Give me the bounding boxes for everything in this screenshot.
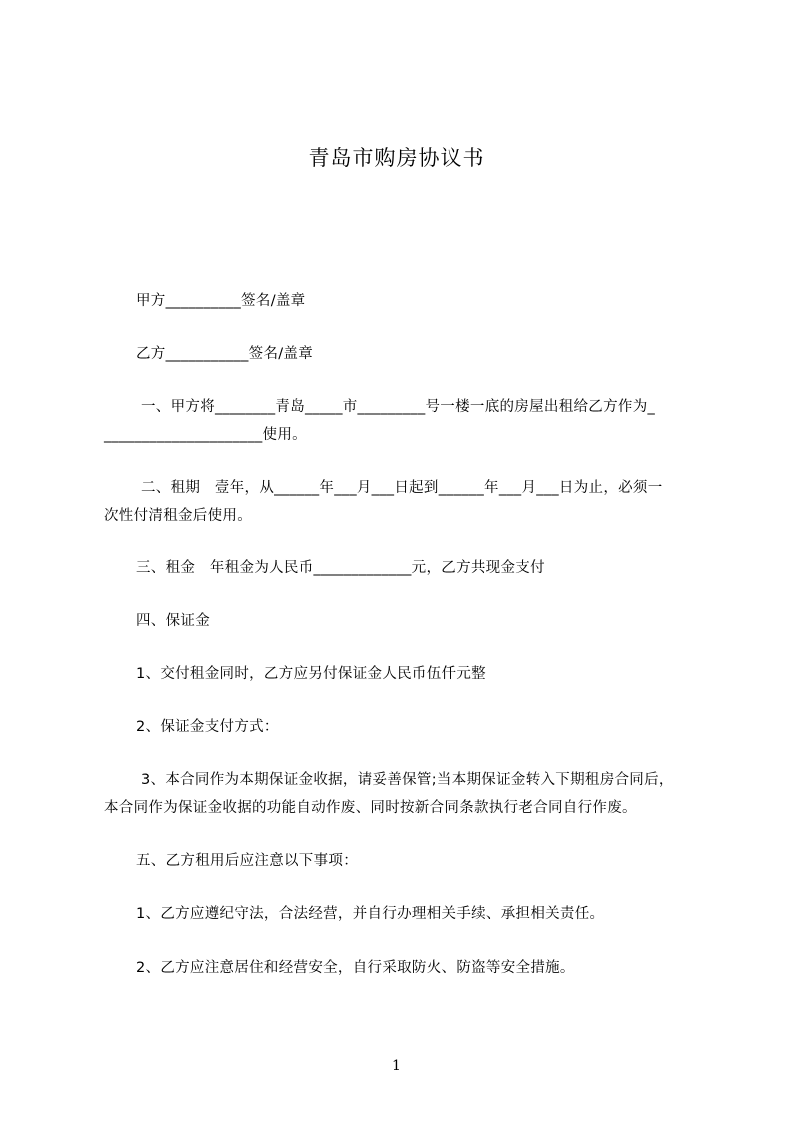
clause-4-item-2: 2、保证金支付方式： [136, 719, 279, 735]
clause-1-line-1: 一、甲方将________青岛_____市_________号一楼一底的房屋出租给乙方作为_ [141, 399, 656, 415]
clause-5-heading: 五、乙方租用后应注意以下事项： [136, 853, 358, 869]
clause-4-heading: 四、保证金 [136, 613, 210, 629]
clause-4-item-3-line-1: 3、本合同作为本期保证金收据，请妥善保管;当本期保证金转入下期租房合同后， [141, 772, 674, 788]
clause-4-item-1: 1、交付租金同时，乙方应另付保证金人民币伍仟元整 [136, 666, 486, 682]
document-title: 青岛市购房协议书 [308, 146, 485, 170]
clause-3: 三、租金 年租金为人民币_____________元，乙方共现金支付 [136, 560, 545, 576]
clause-4-item-3-line-2: 本合同作为保证金收据的功能自动作废、同时按新合同条款执行老合同自行作废。 [104, 800, 637, 816]
clause-1-line-2: _____________________使用。 [104, 427, 307, 443]
party-a-signature-line: 甲方__________签名/盖章 [136, 293, 306, 309]
clause-2-line-1: 二、租期 壹年，从______年___月___日起到______年___月___日为止，必须一 [141, 480, 663, 496]
clause-5-item-2: 2、乙方应注意居住和经营安全，自行采取防火、防盗等安全措施。 [136, 960, 575, 976]
party-b-signature-line: 乙方___________签名/盖章 [136, 346, 314, 362]
clause-2-line-2: 次性付清租金后使用。 [104, 508, 252, 524]
page-number: 1 [392, 1058, 401, 1074]
clause-5-item-1: 1、乙方应遵纪守法，合法经营，并自行办理相关手续、承担相关责任。 [136, 906, 605, 922]
